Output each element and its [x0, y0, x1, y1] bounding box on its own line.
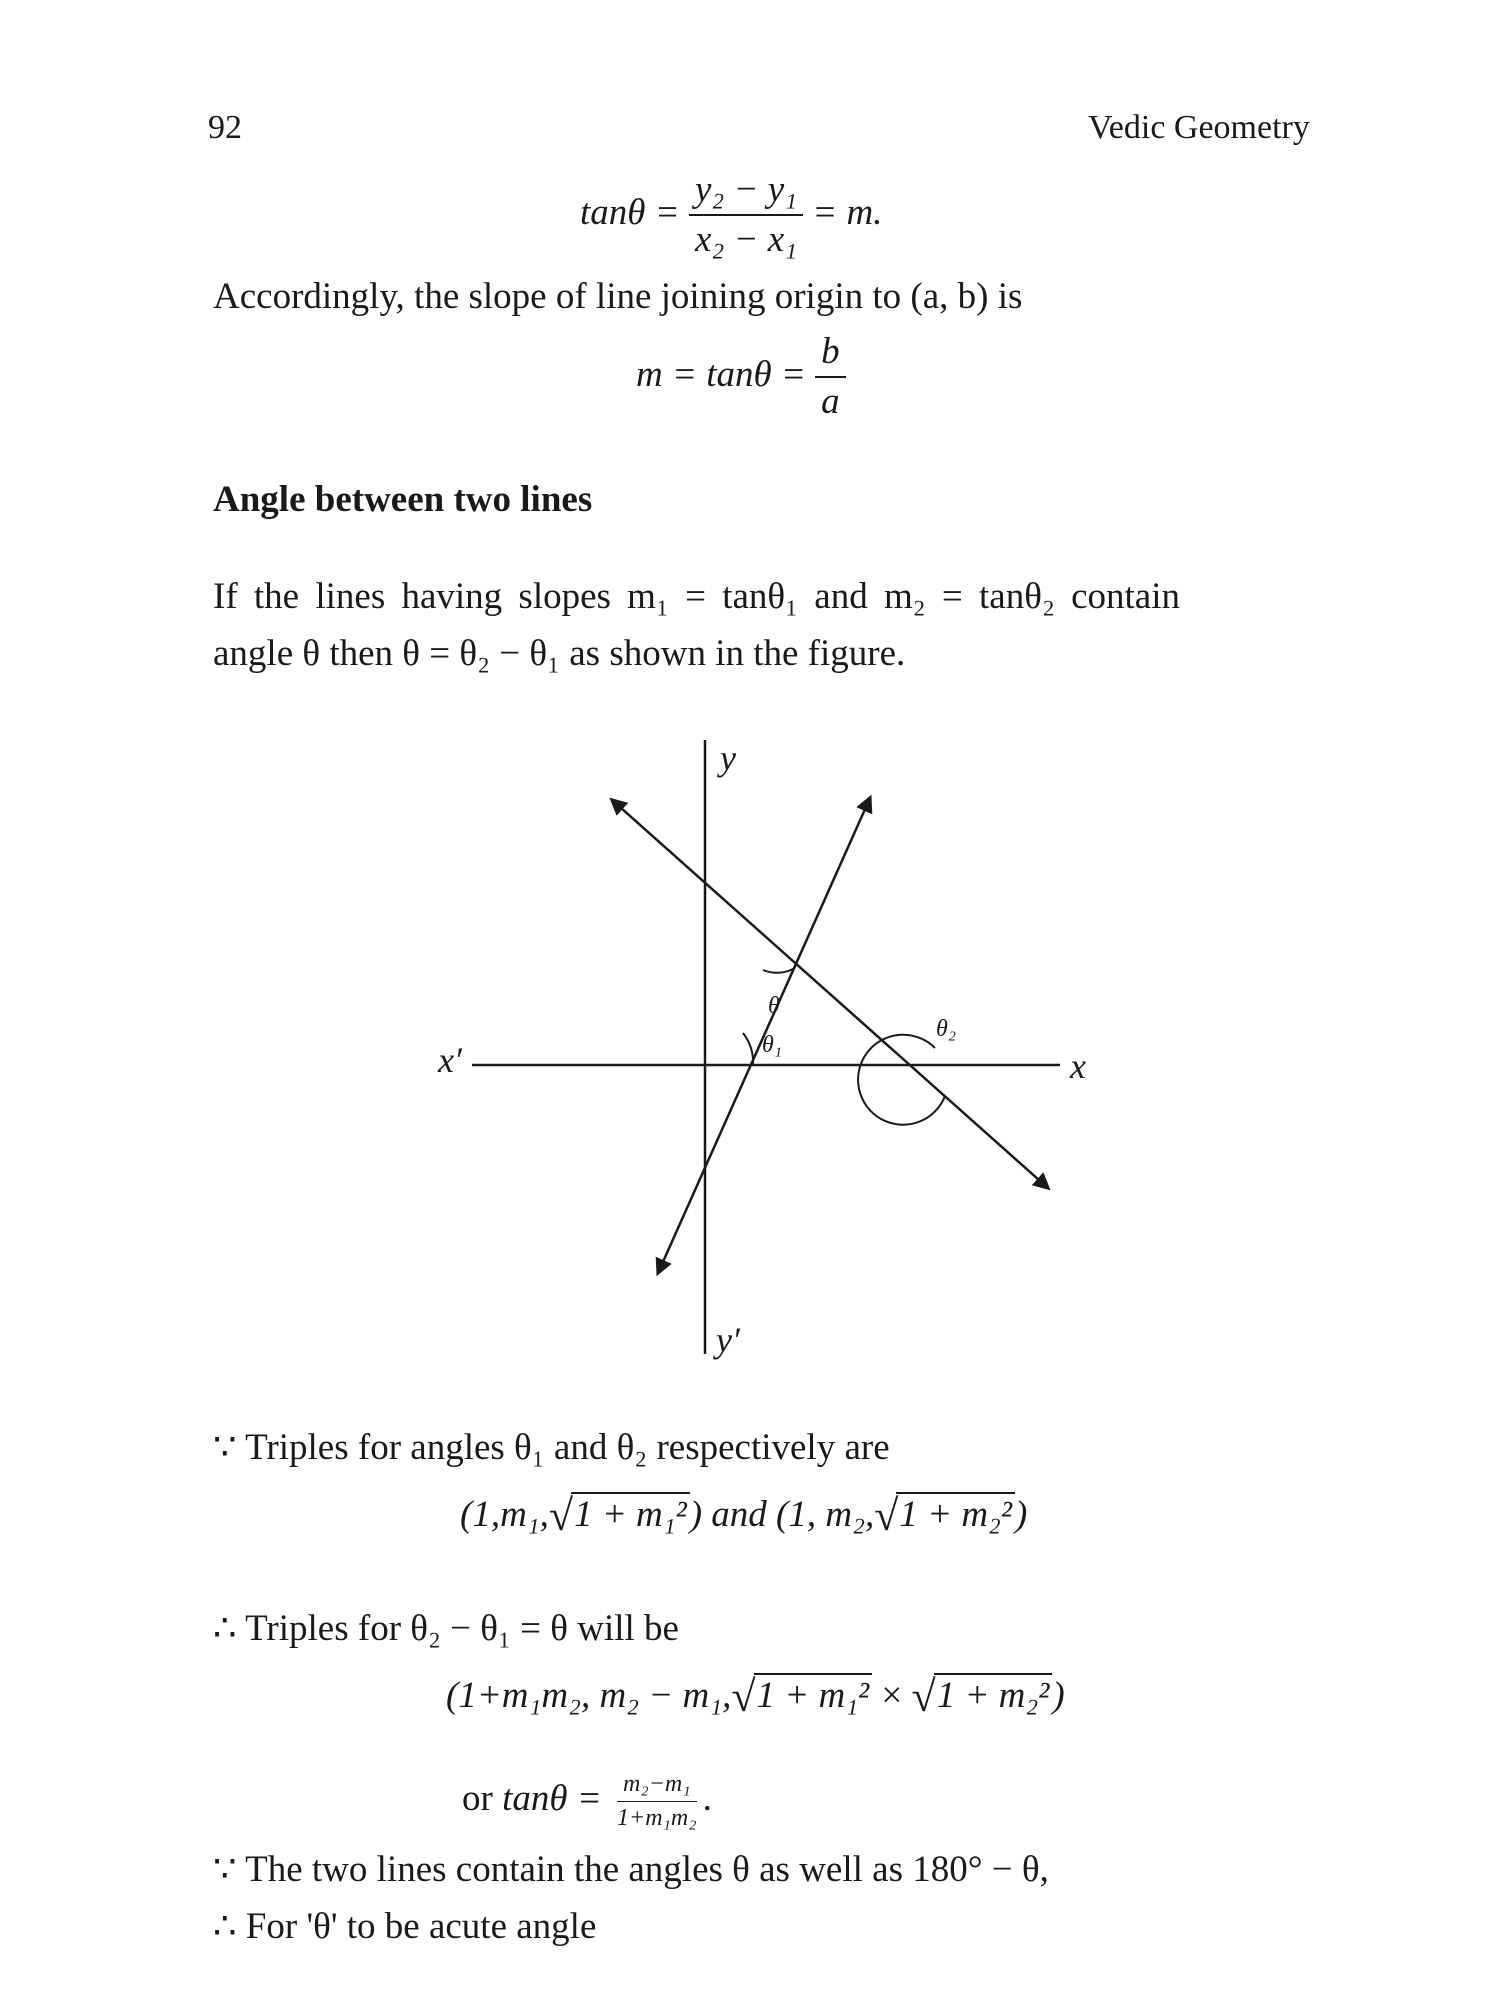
final-tan-equation	[462, 1770, 712, 1833]
times-symbol: ×	[881, 1675, 903, 1716]
triple2-root2: 1 + m₂²	[934, 1673, 1053, 1716]
tan-fraction	[689, 168, 803, 263]
triple1-and: ) and (1, m₂,	[689, 1494, 875, 1535]
running-title: Vedic Geometry	[1088, 109, 1310, 146]
sqrt-symbol: √	[731, 1672, 756, 1721]
slope-fraction	[815, 330, 846, 425]
slope-numerator: b	[815, 330, 846, 378]
theta-arc	[763, 969, 793, 973]
or-label: or	[462, 1777, 493, 1819]
final-lhs: tanθ =	[502, 1777, 602, 1819]
theta2-arc	[858, 1035, 945, 1125]
combined-triple-equation	[446, 1667, 1065, 1720]
tan-denominator: x₂ − x₁	[694, 219, 797, 261]
triple1-root2: 1 + m₂²	[896, 1492, 1015, 1535]
therefore-triples-text: ∴ Triples for θ₂ − θ₁ = θ will be	[213, 1608, 679, 1649]
slope-intro-text: Accordingly, the slope of line joining origin to (a, b) is	[213, 276, 1023, 317]
slope-denominator: a	[821, 381, 840, 423]
tan-slope-equation	[580, 168, 882, 263]
two-lines-figure	[420, 740, 1100, 1380]
final-period: .	[702, 1777, 712, 1819]
slope-equation	[636, 330, 846, 425]
x-prime-label: x′	[438, 1040, 462, 1080]
line-slope-m2	[612, 800, 1048, 1188]
triple2-root1: 1 + m₁²	[754, 1673, 873, 1716]
y-label: y	[720, 740, 736, 778]
triple1-open: (1,m₁,	[460, 1494, 549, 1535]
sqrt-symbol: √	[911, 1672, 936, 1721]
section-heading: Angle between two lines	[213, 479, 593, 520]
slope-lhs: m = tanθ =	[636, 353, 806, 395]
tan-lhs: tanθ =	[580, 191, 680, 233]
sqrt-symbol: √	[874, 1491, 899, 1540]
angle-paragraph-line-2: angle θ then θ = θ₂ − θ₁ as shown in the figure.	[213, 633, 906, 674]
sqrt-symbol: √	[548, 1491, 574, 1540]
triple2-close: )	[1052, 1675, 1065, 1716]
page-number: 92	[208, 109, 242, 146]
theta1-arc	[743, 1033, 753, 1065]
acute-angle-text: ∴ For 'θ' to be acute angle	[213, 1906, 597, 1947]
triples-equation	[460, 1486, 1027, 1539]
theta-label: θ	[768, 993, 780, 1019]
triple1-root: 1 + m₁²	[571, 1492, 690, 1535]
final-numerator: m₂−m₁	[617, 1770, 697, 1802]
theta2-label: θ₂	[936, 1016, 957, 1042]
contain-angles-text: ∵ The two lines contain the angles θ as well as 180° − θ,	[213, 1849, 1049, 1890]
x-label: x	[1070, 1046, 1086, 1086]
final-denominator: 1+m₁m₂	[617, 1804, 697, 1831]
theta1-label: θ₁	[762, 1032, 783, 1058]
final-fraction	[611, 1770, 703, 1833]
triple2-open: (1+m₁m₂, m₂ − m₁,	[446, 1675, 732, 1716]
y-prime-label: y′	[716, 1320, 740, 1360]
angle-paragraph-line-1: If the lines having slopes m₁ = tanθ₁ and m₂ = tanθ₂ contain	[213, 576, 1180, 617]
tan-numerator: y₂ − y₁	[689, 168, 803, 216]
triples-text: ∵ Triples for angles θ₁ and θ₂ respectively are	[213, 1427, 890, 1468]
triple1-close: )	[1015, 1494, 1028, 1535]
tan-rhs: = m.	[812, 191, 883, 233]
